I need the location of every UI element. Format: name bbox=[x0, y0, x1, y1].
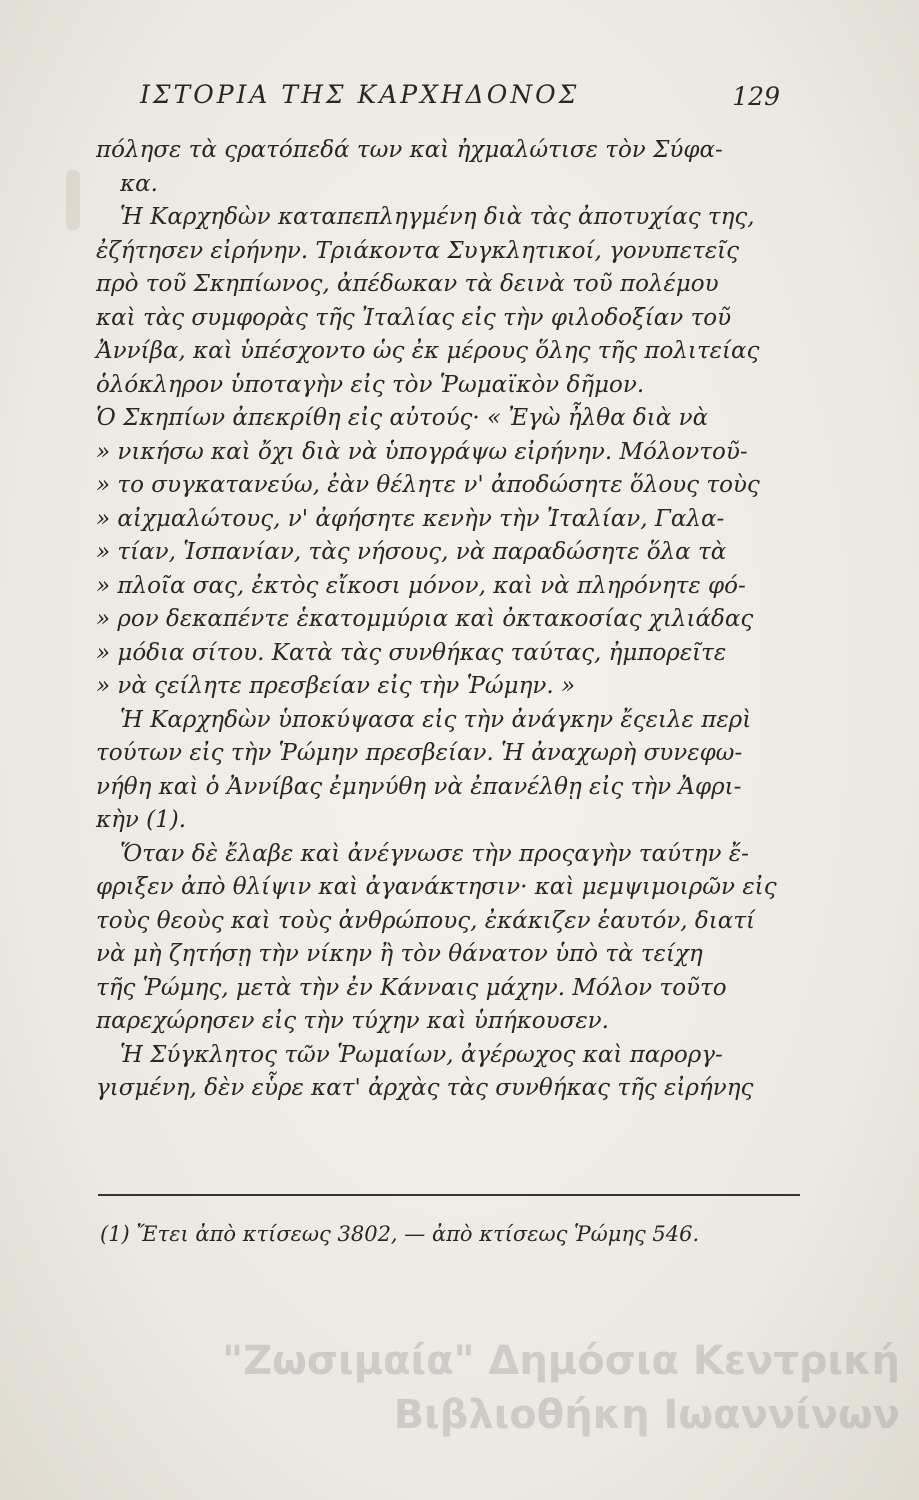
text-line: » νικήσω καὶ ὄχι διὰ νὰ ὑπογράψω εἰρήνην. Μόλοντοῦ- bbox=[96, 438, 748, 465]
text-line: ἐζήτησεν εἰρήνην. Τριάκοντα Συγκλητικοί, γονυπετεῖς bbox=[96, 237, 740, 264]
text-line: » αἰχμαλώτους, ν' ἀφήσητε κενὴν τὴν Ἰταλίαν, Γαλα- bbox=[96, 505, 725, 532]
text-line: Ὁ Σκηπίων ἀπεκρίθη εἰς αὐτούς· « Ἐγὼ ἦλθα διὰ νὰ bbox=[96, 405, 709, 431]
text-line: παρεχώρησεν εἰς τὴν τύχην καὶ ὑπήκουσεν. bbox=[96, 1008, 609, 1034]
text-line: Ἡ Σύγκλητος τῶν Ῥωμαίων, ἀγέρωχος καὶ παροργ- bbox=[120, 1041, 723, 1068]
text-line: ὁλόκληρον ὑποταγὴν εἰς τὸν Ῥωμαϊκὸν δῆμον. bbox=[96, 371, 645, 398]
text-line: » πλοῖα σας, ἐκτὸς εἴκοσι μόνον, καὶ νὰ πληρόνητε φό- bbox=[96, 572, 746, 599]
library-watermark-line1: "Ζωσιμαία" Δημόσια Κεντρική bbox=[222, 1338, 900, 1384]
text-line: » τίαν, Ἱσπανίαν, τὰς νήσους, νὰ παραδώσητε ὅλα τὰ bbox=[96, 539, 727, 565]
text-line: Ἡ Καρχηδὼν καταπεπληγμένη διὰ τὰς ἀποτυχίας της, bbox=[120, 204, 755, 230]
text-line: τῆς Ῥώμης, μετὰ τὴν ἐν Κάνναις μάχην. Μόλον τοῦτο bbox=[96, 974, 727, 1001]
page-header bbox=[140, 80, 780, 120]
page-number: 129 bbox=[732, 82, 780, 111]
text-line: καὶ τὰς συμφορὰς τῆς Ἰταλίας εἰς τὴν φιλοδοξίαν τοῦ bbox=[96, 304, 732, 331]
text-line: τοὺς θεοὺς καὶ τοὺς ἀνθρώπους, ἐκάκιζεν ἑαυτόν, διατί bbox=[96, 907, 756, 934]
text-line: πόλησε τὰ ςρατόπεδά των καὶ ἠχμαλώτισε τὸν Σύφα- bbox=[96, 137, 723, 163]
footnote: (1) Ἔτει ἀπὸ κτίσεως 3802, — ἀπὸ κτίσεως Ῥώμης 546. bbox=[100, 1222, 700, 1246]
text-line: γισμένη, δὲν εὗρε κατ' ἀρχὰς τὰς συνθήκας τῆς εἰρήνης bbox=[96, 1075, 754, 1101]
page-stain bbox=[66, 170, 80, 230]
text-line: Ἡ Καρχηδὼν ὑποκύψασα εἰς τὴν ἀνάγκην ἔςειλε περὶ bbox=[120, 706, 752, 733]
footnote-rule bbox=[98, 1194, 800, 1196]
text-line: Ἀννίβα, καὶ ὑπέσχοντο ὡς ἐκ μέρους ὅλης τῆς πολιτείας bbox=[96, 338, 760, 364]
text-line: πρὸ τοῦ Σκηπίωνος, ἀπέδωκαν τὰ δεινὰ τοῦ πολέμου bbox=[96, 271, 719, 297]
text-line: » μόδια σίτου. Κατὰ τὰς συνθήκας ταύτας, ἠμπορεῖτε bbox=[96, 639, 727, 666]
text-line: νήθη καὶ ὁ Ἀννίβας ἐμηνύθη νὰ ἐπανέλθῃ εἰς τὴν Ἀφρι- bbox=[96, 773, 742, 800]
text-line: κα. bbox=[120, 170, 158, 197]
text-line: φριξεν ἀπὸ θλίψιν καὶ ἀγανάκτησιν· καὶ μεμψιμοιρῶν εἰς bbox=[96, 874, 777, 900]
text-line: τούτων εἰς τὴν Ῥώμην πρεσβείαν. Ἡ ἀναχωρὴ συνεφω- bbox=[96, 740, 743, 766]
body-text bbox=[96, 134, 796, 1106]
text-line: νὰ μὴ ζητήσῃ τὴν νίκην ἢ τὸν θάνατον ὑπὸ τὰ τείχη bbox=[96, 941, 703, 967]
text-line: » ρον δεκαπέντε ἑκατομμύρια καὶ ὀκτακοσίας χιλιάδας bbox=[96, 606, 754, 632]
text-line: » το συγκατανεύω, ἐὰν θέλητε ν' ἀποδώσητε ὅλους τοὺς bbox=[96, 472, 760, 498]
text-line: » νὰ ςείλητε πρεσβείαν εἰς τὴν Ῥώμην. » bbox=[96, 673, 576, 699]
text-line: κὴν (1). bbox=[96, 807, 187, 833]
running-head: ΙΣΤΟΡΙΑ ΤΗΣ ΚΑΡΧΗΔΟΝΟΣ bbox=[140, 80, 580, 109]
library-watermark-line2: Βιβλιοθήκη Ιωαννίνων bbox=[393, 1392, 900, 1438]
text-line: Ὅταν δὲ ἔλαβε καὶ ἀνέγνωσε τὴν προςαγὴν ταύτην ἔ- bbox=[120, 840, 749, 867]
